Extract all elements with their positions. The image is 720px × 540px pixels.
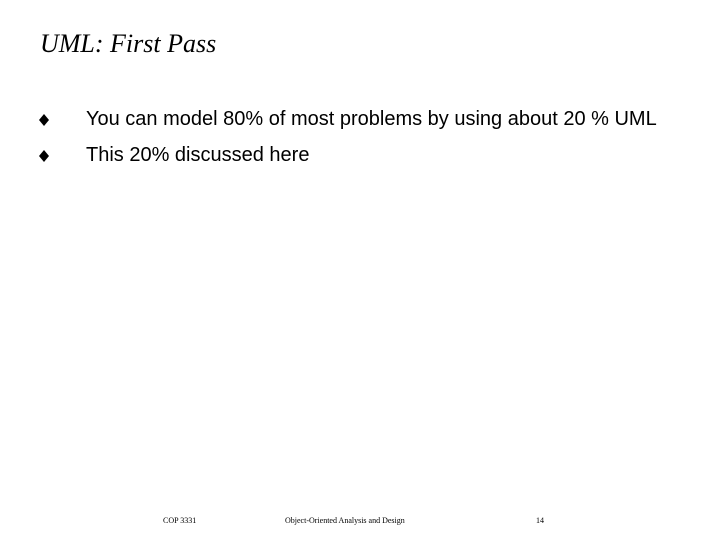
footer-page-number: 14 bbox=[536, 516, 544, 525]
bullet-item bbox=[38, 107, 678, 131]
bullet-text: You can model 80% of most problems by using about 20 % UML bbox=[86, 108, 657, 130]
diamond-bullet-icon bbox=[38, 114, 50, 126]
slide-title: UML: First Pass bbox=[40, 29, 217, 58]
footer-course: COP 3331 bbox=[163, 516, 197, 525]
bullet-item bbox=[38, 143, 678, 167]
bullet-list bbox=[38, 107, 678, 179]
bullet-text: This 20% discussed here bbox=[86, 144, 310, 166]
footer-subject: Object-Oriented Analysis and Design bbox=[285, 516, 405, 525]
diamond-bullet-icon bbox=[38, 150, 50, 162]
